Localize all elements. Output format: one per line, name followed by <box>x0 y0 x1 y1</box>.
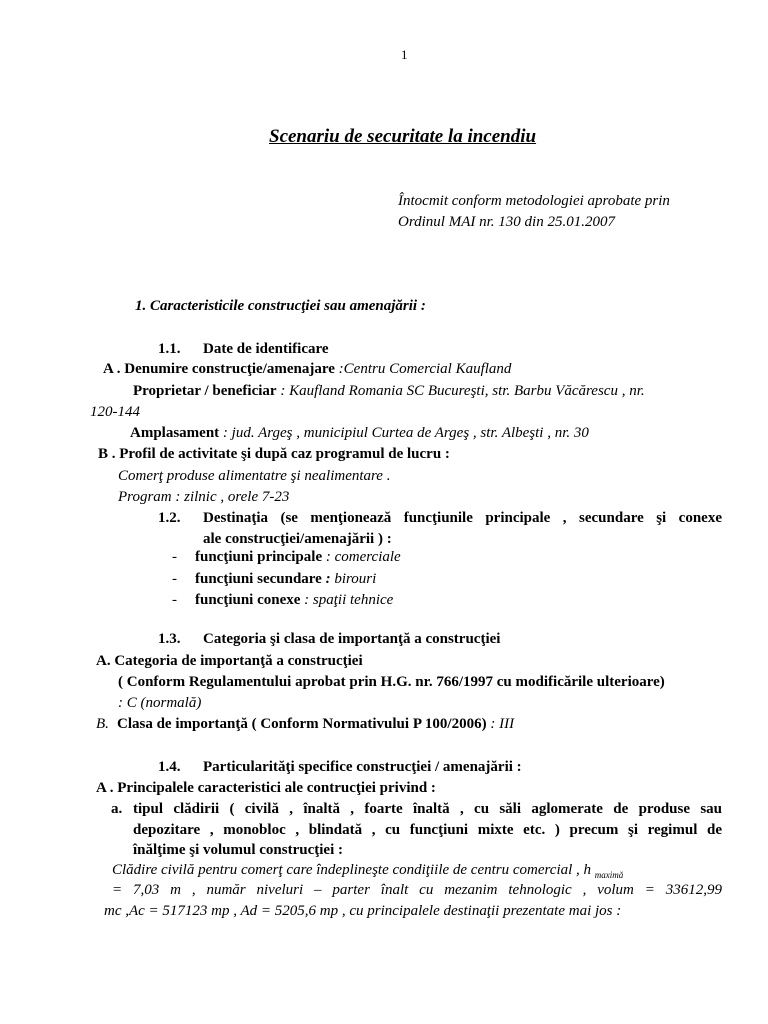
building-description-line-3: mc ,Ac = 517123 mp , Ad = 5205,6 mp , cu principalele destinaţii prezentate mai jos : <box>104 903 622 919</box>
activity-profile-label: B . Profil de activitate şi după caz programul de lucru : <box>98 446 450 462</box>
importance-class-value: : III <box>486 716 515 732</box>
section-1-1-number: 1.1. <box>158 341 181 357</box>
section-1-3-number: 1.3. <box>158 631 181 647</box>
owner-value-continued: 120-144 <box>90 404 140 420</box>
function-value: : comerciale <box>322 549 401 565</box>
main-characteristics-label: A . Principalele caracteristici ale contrucţiei privind : <box>96 780 436 796</box>
building-description-line-2: = 7,03 m , număr niveluri – parter înalt cu mezanim tehnologic , volum = 33612,99 <box>112 882 722 898</box>
owner-line <box>133 381 645 403</box>
section-1-2-title-line-2: ale construcţiei/amenajării ) : <box>203 531 392 547</box>
function-item <box>172 547 177 569</box>
list-bullet: - <box>172 571 177 587</box>
owner-value: : Kaufland Romania SC Bucureşti, str. Barbu Văcărescu , nr. <box>276 383 645 399</box>
item-a-line-3: înălţime şi volumul construcţiei : <box>133 842 343 858</box>
section-1-4-title: Particularităţi specifice construcţiei / amenajării : <box>203 759 522 775</box>
section-1-heading: 1. Caracteristicile construcţiei sau amenajării : <box>135 298 426 314</box>
building-name-line <box>103 359 511 381</box>
location-value: : jud. Argeş , municipiul Curtea de Argeş , str. Albeşti , nr. 30 <box>219 425 589 441</box>
document-title: Scenariu de securitate la incendiu <box>269 126 537 147</box>
section-1-4-number: 1.4. <box>158 759 181 775</box>
item-a-line-1: tipul clădirii ( civilă , înaltă , foarte înaltă , cu săli aglomerate de produse sau <box>133 801 722 817</box>
function-label: funcţiuni principale <box>195 549 323 565</box>
section-1-1-title: Date de identificare <box>203 341 329 357</box>
height-subscript: maximă <box>594 870 624 880</box>
function-separator: : <box>321 571 331 587</box>
building-description-text: Clădire civilă pentru comerţ care îndeplineşte condiţiile de centru comercial , h <box>112 862 592 878</box>
function-value: birouri <box>330 571 377 587</box>
location-line <box>130 423 589 445</box>
function-label: funcţiuni secundare <box>195 571 322 587</box>
list-bullet: - <box>172 592 177 608</box>
building-description-line-1 <box>112 860 623 882</box>
item-a-letter: a. <box>111 801 123 817</box>
function-item <box>172 590 177 612</box>
section-1-2-title-line-1: Destinaţia (se menţionează funcţiunile principale , secundare şi conexe <box>203 510 722 526</box>
activity-description: Comerţ produse alimentatre şi nealimentare . <box>118 468 391 484</box>
function-item-text <box>195 569 376 591</box>
importance-class-line <box>117 714 514 736</box>
importance-category-label: A. Categoria de importanţă a construcţiei <box>96 653 363 669</box>
importance-class-label: Clasa de importanţă ( Conform Normativului P 100/2006) <box>117 716 487 732</box>
function-label: funcţiuni conexe <box>195 592 301 608</box>
location-label: Amplasament <box>130 425 220 441</box>
building-name-label: A . Denumire construcţie/amenajare <box>103 361 335 377</box>
importance-category-note: ( Conform Regulamentului aprobat prin H.G. nr. 766/1997 cu modificările ulterioare) <box>118 674 665 690</box>
function-item-text <box>195 547 401 569</box>
intro-line-2: Ordinul MAI nr. 130 din 25.01.2007 <box>398 214 615 230</box>
page-number: 1 <box>401 47 408 62</box>
importance-category-value: : C (normală) <box>118 695 202 711</box>
owner-label: Proprietar / beneficiar <box>133 383 277 399</box>
section-1-2-number: 1.2. <box>158 510 181 526</box>
intro-line-1: Întocmit conform metodologiei aprobate prin <box>398 193 670 209</box>
function-item <box>172 569 177 591</box>
importance-class-letter: B. <box>96 716 109 732</box>
section-1-3-title: Categoria şi clasa de importanţă a construcţiei <box>203 631 501 647</box>
activity-schedule: Program : zilnic , orele 7-23 <box>118 489 290 505</box>
list-bullet: - <box>172 549 177 565</box>
function-value: : spaţii tehnice <box>300 592 394 608</box>
building-name-value: :Centru Comercial Kaufland <box>334 361 512 377</box>
function-item-text <box>195 590 393 612</box>
item-a-line-2: depozitare , monobloc , blindată , cu funcţiuni mixte etc. ) precum şi regimul de <box>133 822 722 838</box>
